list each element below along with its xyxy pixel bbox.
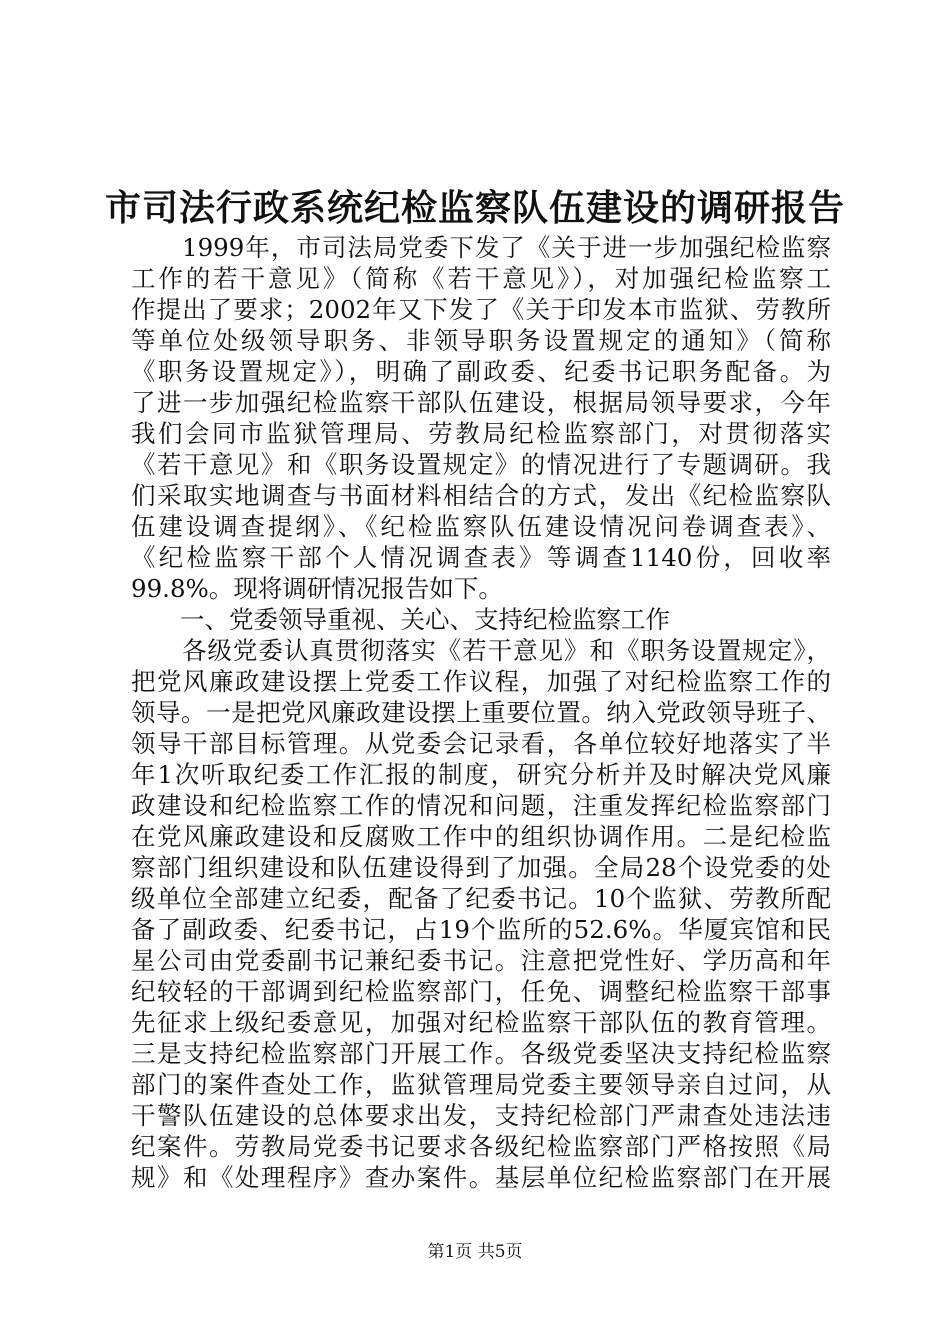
document-title: 市司法行政系统纪检监察队伍建设的调研报告 bbox=[104, 187, 845, 229]
body-line: 伍建设调查提纲》、《纪检监察队伍建设情况问卷调查表》、 bbox=[131, 512, 831, 541]
document-body bbox=[131, 232, 831, 1193]
body-line: 纪案件。劳教局党委书记要求各级纪检监察部门严格按照《局 bbox=[131, 1132, 831, 1161]
body-line: 工作的若干意见》（简称《若干意见》），对加强纪检监察工 bbox=[131, 264, 831, 293]
body-line: 一、党委领导重视、关心、支持纪检监察工作 bbox=[131, 605, 670, 634]
body-line: 纪较轻的干部调到纪检监察部门，任免、调整纪检监察干部事 bbox=[131, 977, 831, 1006]
body-line: 等单位处级领导职务、非领导职务设置规定的通知》（简称 bbox=[131, 326, 831, 355]
body-line: 《职务设置规定》），明确了副政委、纪委书记职务配备。为 bbox=[131, 357, 831, 386]
body-line: 《若干意见》和《职务设置规定》的情况进行了专题调研。我 bbox=[131, 450, 831, 479]
body-line: 领导干部目标管理。从党委会记录看，各单位较好地落实了半 bbox=[131, 729, 831, 758]
body-line: 级单位全部建立纪委，配备了纪委书记。10个监狱、劳教所配 bbox=[131, 884, 831, 913]
body-line: 们采取实地调查与书面材料相结合的方式，发出《纪检监察队 bbox=[131, 481, 831, 510]
body-line: 《纪检监察干部个人情况调查表》等调查1140份，回收率 bbox=[131, 543, 831, 572]
body-line: 作提出了要求；2002年又下发了《关于印发本市监狱、劳教所 bbox=[131, 295, 831, 324]
body-line: 政建设和纪检监察工作的情况和问题，注重发挥纪检监察部门 bbox=[131, 791, 831, 820]
body-line: 规》和《处理程序》查办案件。基层单位纪检监察部门在开展 bbox=[131, 1163, 831, 1192]
body-line: 各级党委认真贯彻落实《若干意见》和《职务设置规定》， bbox=[131, 636, 831, 665]
body-line: 三是支持纪检监察部门开展工作。各级党委坚决支持纪检监察 bbox=[131, 1039, 831, 1068]
body-line: 干警队伍建设的总体要求出发，支持纪检部门严肃查处违法违 bbox=[131, 1101, 831, 1130]
body-line: 先征求上级纪委意见，加强对纪检监察干部队伍的教育管理。 bbox=[131, 1008, 831, 1037]
body-line: 年1次听取纪委工作汇报的制度，研究分析并及时解决党风廉 bbox=[131, 760, 831, 789]
page-footer: 第1页 共5页 bbox=[427, 1242, 523, 1262]
body-line: 我们会同市监狱管理局、劳教局纪检监察部门，对贯彻落实 bbox=[131, 419, 831, 448]
body-line: 备了副政委、纪委书记，占19个监所的52.6%。华厦宾馆和民 bbox=[131, 915, 831, 944]
body-line: 领导。一是把党风廉政建设摆上重要位置。纳入党政领导班子、 bbox=[131, 698, 831, 727]
body-line: 1999年，市司法局党委下发了《关于进一步加强纪检监察 bbox=[131, 233, 831, 262]
body-line: 部门的案件查处工作，监狱管理局党委主要领导亲自过问，从 bbox=[131, 1070, 831, 1099]
body-line: 在党风廉政建设和反腐败工作中的组织协调作用。二是纪检监 bbox=[131, 822, 831, 851]
body-line: 星公司由党委副书记兼纪委书记。注意把党性好、学历高和年 bbox=[131, 946, 831, 975]
body-line: 99.8%。现将调研情况报告如下。 bbox=[131, 574, 503, 603]
body-line: 把党风廉政建设摆上党委工作议程，加强了对纪检监察工作的 bbox=[131, 667, 831, 696]
body-line: 察部门组织建设和队伍建设得到了加强。全局28个设党委的处 bbox=[131, 853, 831, 882]
body-line: 了进一步加强纪检监察干部队伍建设，根据局领导要求，今年 bbox=[131, 388, 831, 417]
